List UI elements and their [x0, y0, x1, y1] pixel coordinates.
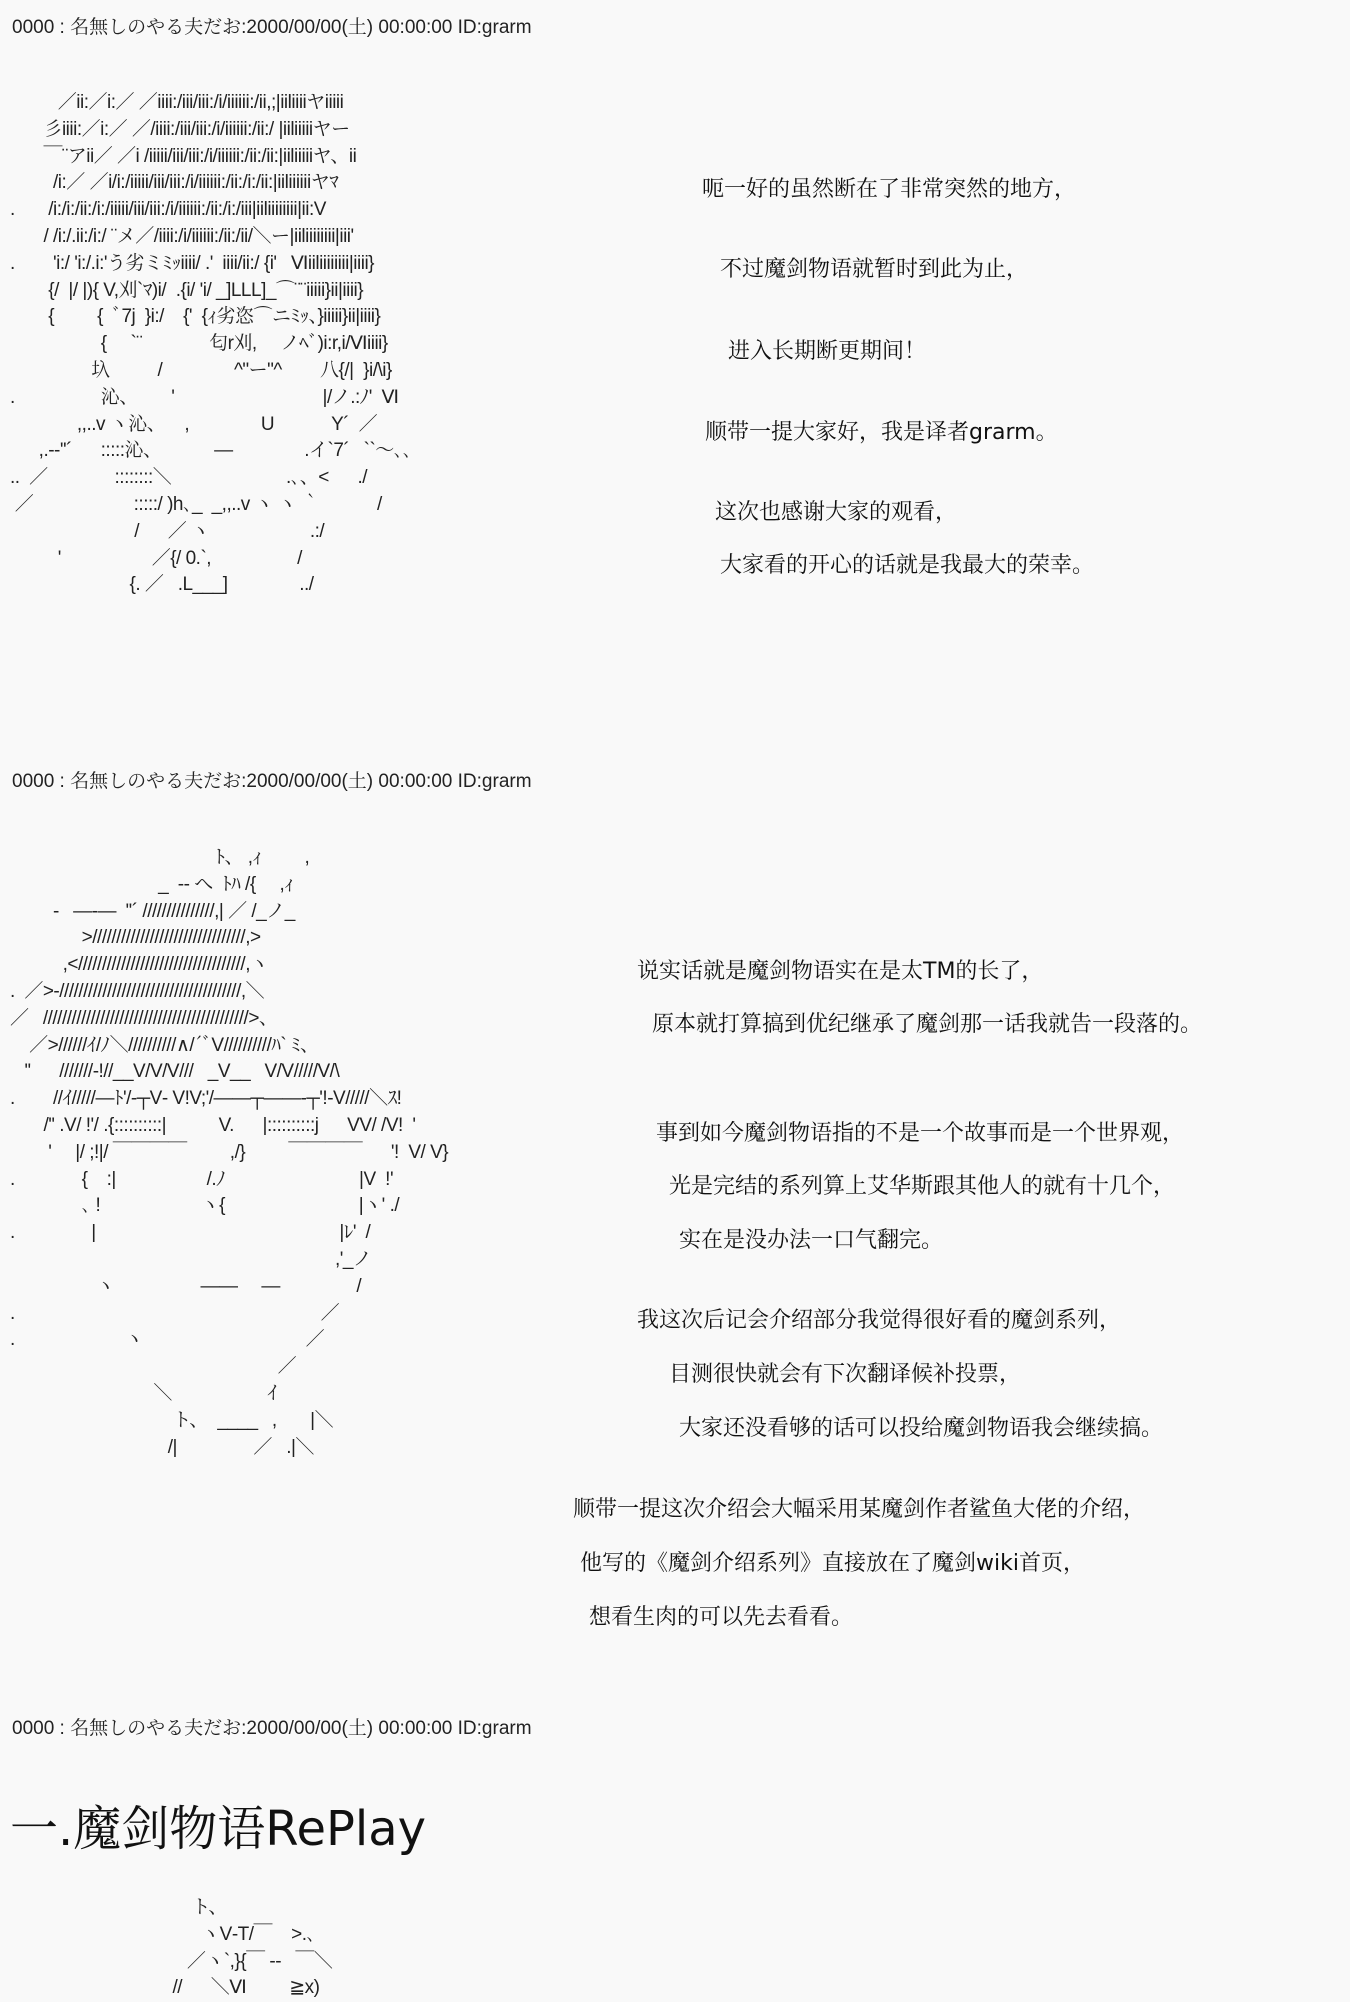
post-text-line: 实在是没办法一口气翻完。 [679, 1228, 944, 1253]
ascii-art: ﾄ、 ,ｨ , _ -- へ ﾄﾊ /{ ,ｨ - ―-― ''´ ///////////////,| ／ /_ノ_ >////////////////////////////////,> ,<///////////////////////////////////,ヽ . ／>‐//////////////////////////////////////,＼ ／ ///////////////////////////////////////////>、 ／>//////ｲ/ﾉ＼//////////∧/´ﾞV//////////ﾊ` ﾐ、 '' ///////-!//__V/V/V/// _V__ V/V/////V/\ . //ｲ/////―ﾄ'/‐┬V‐ V!V;'/――┬――‐┬'!‐V/////＼ｽ! /'' .V/ !'/ .{::::::::::| V. |::::::::::j VV/ /V! ' ' |/ ;!|/ ￣￣￣￣ ,/} ￣￣￣￣ '! V/ V} . { :| /.ﾉ |V !' ､ ! ヽ{ |ヽ' ./ . | |ﾚ' / ,'_ノ ヽ ―― ― / . ／ . ヽ ／ ／ ＼ ｲ ト、 ____ , |＼ /| ／ .|＼ [10, 847, 449, 1458]
post-text-line: 光是完结的系列算上艾华斯跟其他人的就有十几个， [669, 1174, 1176, 1199]
post-text-line: 大家看的开心的话就是我最大的荣幸。 [720, 553, 1095, 578]
post-text-line: 不过魔剑物语就暂时到此为止， [720, 257, 1029, 282]
post-text-line: 目测很快就会有下次翻译候补投票， [669, 1362, 1022, 1387]
post-text-line: 说实话就是魔剑物语实在是太TM的长了， [637, 959, 1044, 984]
post-text-line: 进入长期断更期间！ [728, 339, 927, 364]
post-text-line: 原本就打算搞到优纪继承了魔剑那一话我就告一段落的。 [652, 1012, 1203, 1037]
post-text-line: 顺带一提这次介绍会大幅采用某魔剑作者鲨鱼大佬的介绍， [573, 1497, 1146, 1522]
section-title: 一.魔剑物语RePlay [10, 1801, 427, 1857]
post-text-line: 这次也感谢大家的观看， [715, 500, 958, 525]
ascii-art: ト、 ヽV‐T/￣ >.､ ／ヽ`,}{￣ -- ￣＼ // ＼Ⅵ ≧x) [172, 1897, 333, 1999]
post-text-line: 呃一好的虽然断在了非常突然的地方， [702, 177, 1077, 202]
post-header: 0000 : 名無しのやる夫だお:2000/00/00(土) 00:00:00 ID:grarm [12, 17, 532, 38]
post-text-line: 大家还没看够的话可以投给魔剑物语我会继续搞。 [679, 1416, 1164, 1441]
post-header: 0000 : 名無しのやる夫だお:2000/00/00(土) 00:00:00 ID:grarm [12, 771, 532, 792]
ascii-art: ／ii:／i:／ ／iiii:/iii/iii:/i/iiiiii:/ii,;|iiliiiiヤiiiii 彡iiii:／i:／ ／/iiii:/iii/iii:/i/iiiiii:/ii:/ |iiliiiiiヤー ￣¨アii／ ／i /iiiii/iii/iii:/i/iiiiii:/ii:/ii:|iiliiiiiヤ、ii /i:／ ／i/i:/iiiii/iii/iii:/i/iiiiii:/ii:/i:/ii:|iiliiiiiiヤﾏ . /i:/i:/ii:/i:/iiiii/iii/iii:/i/iiiiii:/ii:/i:/iii|iiliiiiiiii|ii:V / /i:/.ii:/i:/ ¨メ／/iiii:/i/iiiiii:/ii:/ii/＼ー|iiliiiiiiii|iii' . 'i:/ 'i:/.i:'う劣ミﾐｯiiii/ .' iiii/ii:/ {i' Ⅵiiliiiiiiii|iiii} {/ |/ |){ V,刈`ﾏ)i/ .{i/ 'i/ _]LLL]_⌒¨¨iiiii}ii|iiii} { { ﾞ7j }i:/ {' {ｨ劣恣⌒ニﾐｯ、}iiiii}ii|iiii} { `¨ 匂r刈, ノﾍﾞ)i:r,i/Ⅵiiii} 圦 / ^"ー"^ 八{/| }i/\i} . 沁、 ' |/ノ.:ﾉ' Ⅵ ,,..v ヽ沁、 , U Y´ ／ ,.-‐''´ :::::沁、 ― .イ`7´ ``～､､ .. ／ ::::::::＼ .､、< ./ ／ :::::/ )h､_ _,,..v ヽ ヽ ｀ / / ／ ヽ .:/ ' ／{/ 0.`, / {. ／ .L___] ../ [10, 92, 412, 596]
post-text-line: 我这次后记会介绍部分我觉得很好看的魔剑系列， [637, 1308, 1122, 1333]
post-text-line: 想看生肉的可以先去看看。 [589, 1605, 854, 1630]
post-text-line: 他写的《魔剑介绍系列》直接放在了魔剑wiki首页， [580, 1551, 1085, 1576]
post-text-line: 顺带一提大家好，我是译者grarm。 [705, 420, 1058, 445]
post-text-line: 事到如今魔剑物语指的不是一个故事而是一个世界观， [656, 1121, 1185, 1146]
post-header: 0000 : 名無しのやる夫だお:2000/00/00(土) 00:00:00 ID:grarm [12, 1718, 532, 1739]
